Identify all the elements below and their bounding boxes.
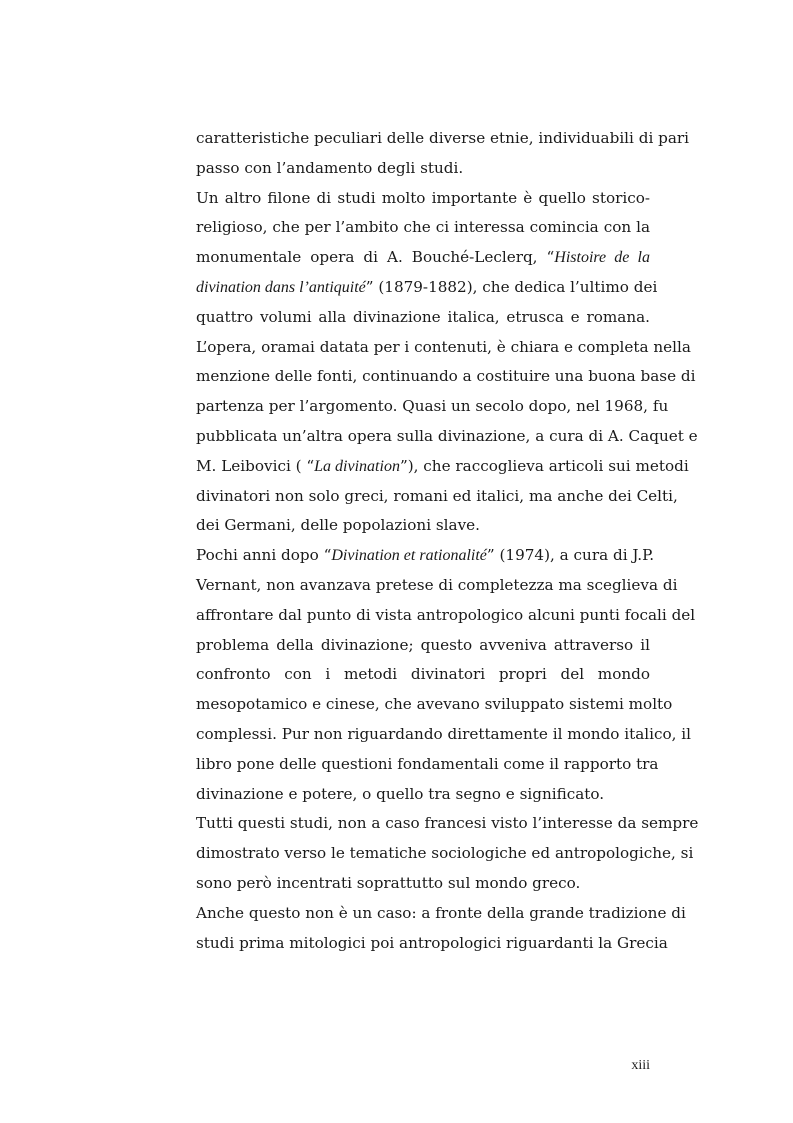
text-line [196,124,690,154]
page-number: xiii [631,1058,650,1073]
text-line [196,899,686,929]
text-run: partenza per l’argomento. Quasi un secolo dopo, nel 1968, fu [196,397,669,416]
text-run: Pochi anni dopo “ [196,546,332,565]
text-line [196,660,650,690]
text-line [196,690,673,720]
text-line [196,839,694,869]
text-run: problema della divinazione; questo avveniva attraverso il [196,635,650,654]
text-line [196,273,658,303]
text-line [196,422,698,452]
text-line [196,184,650,214]
text-run: studi prima mitologici poi antropologici riguardanti la Grecia [196,933,668,952]
text-line [196,929,668,959]
text-line [196,154,650,184]
italic-title: La divination [314,457,400,475]
italic-title: Divination et rationalité [331,547,487,565]
text-run: Tutti questi studi, non a caso francesi visto l’interesse da sempre [196,814,699,833]
text-run: Anche questo non è un caso: a fronte della grande tradizione di [196,903,686,922]
text-line [196,601,696,631]
italic-title: Histoire de la [554,249,650,267]
text-line [196,482,678,512]
text-line [196,541,655,571]
text-line [196,452,689,482]
text-line [196,631,650,661]
text-run: divinazione e potere, o quello tra segno e significato. [196,784,605,803]
text-line [196,213,650,243]
text-run: religioso, che per l’ambito che ci interessa comincia con la [196,218,650,237]
text-run: caratteristiche peculiari delle diverse etnie, individuabili di pari [196,129,690,147]
text-run: complessi. Pur non riguardando direttamente il mondo italico, il [196,724,692,743]
text-run: monumentale opera di A. Bouché-Leclerq, “ [196,248,555,267]
text-run: passo con l’andamento degli studi. [196,158,464,177]
text-line [196,333,691,363]
text-run: dimostrato verso le tematiche sociologiche ed antropologiche, si [196,844,694,863]
text-line [196,750,659,780]
text-run: divinatori non solo greci, romani ed italici, ma anche dei Celti, [196,486,678,505]
text-run: ” (1974), a cura di J.P. [486,546,655,565]
text-line [196,243,650,273]
text-run: affrontare dal punto di vista antropologico alcuni punti focali del [196,605,696,624]
text-run: sono però incentrati soprattutto sul mondo greco. [196,873,581,892]
text-run: L’opera, oramai datata per i contenuti, è chiara e completa nella [196,337,691,356]
text-run: dei Germani, delle popolazioni slave. [196,516,480,535]
text-run: menzione delle fonti, continuando a costituire una buona base di [196,367,696,386]
text-run: Vernant, non avanzava pretese di completezza ma sceglieva di [196,575,678,594]
text-run: libro pone delle questioni fondamentali come il rapporto tra [196,754,659,773]
text-run: confronto con i metodi divinatori propri del mondo [196,665,650,684]
text-run: pubblicata un’altra opera sulla divinazione, a cura di A. Caquet e [196,426,698,445]
text-run: ” (1879-1882), che dedica l’ultimo dei [365,277,658,296]
text-line [196,511,650,541]
text-run: mesopotamico e cinese, che avevano sviluppato sistemi molto [196,695,673,714]
italic-title: divination dans l’antiquité [196,278,366,296]
text-line [196,809,699,839]
text-run: quattro volumi alla divinazione italica, etrusca e romana. [196,307,650,326]
text-run: M. Leibovici ( “ [196,456,315,475]
text-run: Un altro filone di studi molto importante è quello storico- [196,188,650,207]
text-line [196,392,669,422]
text-line [196,780,650,810]
text-line [196,571,678,601]
text-run: ”), che raccoglieva articoli sui metodi [399,456,689,475]
body-text [196,124,699,958]
text-line [196,720,692,750]
text-line [196,303,650,333]
text-line [196,869,650,899]
text-line [196,362,696,392]
